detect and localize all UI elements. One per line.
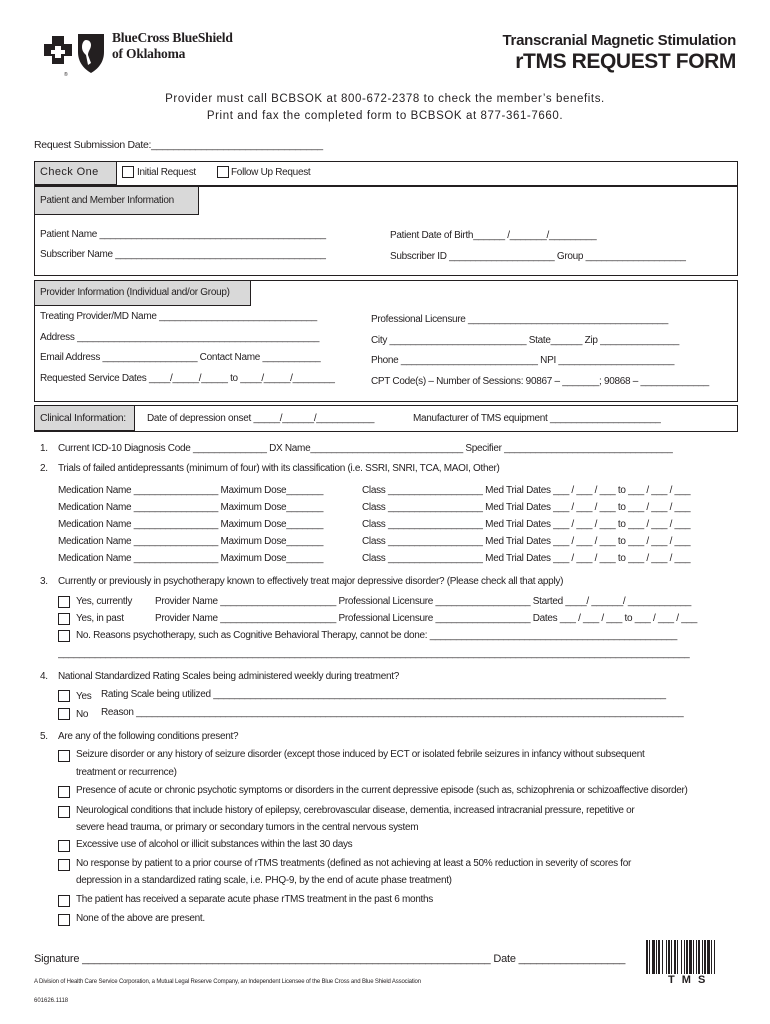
subscriber-id-field[interactable]: Subscriber ID ____________________ Group ___________________: [390, 251, 686, 262]
medication-class-dates-field[interactable]: Class __________________ Med Trial Dates ___ / ___ / ___ to ___ / ___ / ___: [362, 485, 691, 496]
city-state-zip-field[interactable]: City __________________________ State______ Zip _______________: [371, 335, 680, 346]
q1-number: 1.: [40, 443, 48, 454]
requested-dates-field[interactable]: Requested Service Dates ____/_____/_____ to ____/_____/________: [40, 373, 335, 384]
phone-npi-field[interactable]: Phone __________________________ NPI ______________________: [371, 355, 675, 366]
medication-dose-field[interactable]: Medication Name ________________ Maximum Dose_______: [58, 536, 324, 547]
provider-section: [34, 280, 738, 402]
yes-in-past-label: Yes, in past: [76, 613, 124, 624]
q4-number: 4.: [40, 671, 48, 682]
initial-request-label: Initial Request: [137, 167, 196, 178]
address-field[interactable]: Address ______________________________________________: [40, 332, 320, 343]
no-psychotherapy-checkbox[interactable]: [58, 630, 70, 642]
rating-reason-field[interactable]: Reason ________________________________________________________________________________________________________: [101, 707, 684, 718]
condition-seizure-checkbox[interactable]: [58, 750, 70, 762]
svg-text:®: ®: [64, 72, 68, 78]
no-psychotherapy-reason-field[interactable]: No. Reasons psychotherapy, such as Cognitive Behavioral Therapy, cannot be done: _______________________________________________: [76, 630, 677, 641]
cross-shield-icon: [34, 30, 110, 78]
condition-separate-phase-checkbox[interactable]: [58, 895, 70, 907]
rating-scale-field[interactable]: Rating Scale being utilized ______________________________________________________________________________________: [101, 689, 666, 700]
barcode-icon: [646, 940, 742, 974]
medication-class-dates-field[interactable]: Class __________________ Med Trial Dates ___ / ___ / ___ to ___ / ___ / ___: [362, 553, 691, 564]
provider-section-header: Provider Information (Individual and/or Group): [35, 281, 251, 306]
initial-request-checkbox[interactable]: [122, 166, 134, 178]
condition-neurological-label: Neurological conditions that include history of epilepsy, cerebrovascular disease, dementia, increased intracranial pressure, repetitive or: [76, 805, 635, 816]
clinical-section-header: Clinical Information:: [35, 406, 135, 431]
form-subtitle: Transcranial Magnetic Stimulation: [502, 32, 736, 49]
patient-section-header: Patient and Member Information: [35, 187, 199, 215]
condition-no-response-checkbox[interactable]: [58, 859, 70, 871]
barcode-text: T M S: [668, 974, 708, 986]
medication-dose-field[interactable]: Medication Name ________________ Maximum Dose_______: [58, 485, 324, 496]
patient-dob-field[interactable]: Patient Date of Birth______ /_______/_________: [390, 230, 597, 241]
condition-psychotic-label: Presence of acute or chronic psychotic symptoms or disorders in the current depressive episode (such as, schizophrenia or schizoaffective disorder): [76, 785, 688, 796]
instruction-fax: Print and fax the completed form to BCBSOK at 877-361-7660.: [206, 110, 564, 122]
current-provider-fields[interactable]: Provider Name ______________________ Professional Licensure __________________ Started ____/ ______/ ____________: [155, 596, 692, 607]
condition-none-label: None of the above are present.: [76, 913, 205, 924]
barcode: [646, 940, 742, 986]
condition-separate-phase-label: The patient has received a separate acute phase rTMS treatment in the past 6 months: [76, 894, 433, 905]
yes-currently-label: Yes, currently: [76, 596, 133, 607]
medication-class-dates-field[interactable]: Class __________________ Med Trial Dates ___ / ___ / ___ to ___ / ___ / ___: [362, 536, 691, 547]
signature-date-field[interactable]: Signature _____________________________________________________________________ Date __________________: [34, 953, 626, 965]
depression-onset-field[interactable]: Date of depression onset _____/______/___________: [147, 413, 375, 424]
psychotherapy-reason-extra-line[interactable]: ________________________________________________________________________________________________________________________: [58, 648, 690, 659]
medication-class-dates-field[interactable]: Class __________________ Med Trial Dates ___ / ___ / ___ to ___ / ___ / ___: [362, 502, 691, 513]
instruction-call: Provider must call BCBSOK at 800-672-2378 to check the member’s benefits.: [165, 93, 605, 105]
medication-dose-field[interactable]: Medication Name ________________ Maximum Dose_______: [58, 519, 324, 530]
condition-none-checkbox[interactable]: [58, 914, 70, 926]
q1-diagnosis-field[interactable]: Current ICD-10 Diagnosis Code ______________ DX Name_____________________________ Specifier ________________________________: [58, 443, 673, 454]
professional-licensure-field[interactable]: Professional Licensure ______________________________________: [371, 314, 668, 325]
q4-text: National Standardized Rating Scales being administered weekly during treatment?: [58, 671, 399, 682]
condition-seizure-label-cont: treatment or recurrence): [76, 767, 177, 778]
condition-seizure-label: Seizure disorder or any history of seizure disorder (except those induced by ECT or isolated febrile seizures in infancy without subsequent: [76, 749, 645, 760]
condition-no-response-label: No response by patient to a prior course of rTMS treatments (defined as not achieving at least a 50% reduction in severity of scores for: [76, 858, 632, 869]
condition-neurological-label-cont: severe head trauma, or primary or secondary tumors in the central nervous system: [76, 822, 419, 833]
form-code: 601626.1118: [34, 998, 69, 1004]
check-one-row: [34, 161, 738, 186]
condition-no-response-label-cont: depression in a standardized rating scale, i.e. PHQ-9, by the end of acute phase treatment): [76, 875, 452, 886]
q5-number: 5.: [40, 731, 48, 742]
q3-number: 3.: [40, 576, 48, 587]
treating-provider-field[interactable]: Treating Provider/MD Name ______________________________: [40, 311, 317, 322]
yes-in-past-checkbox[interactable]: [58, 613, 70, 625]
brand-name: BlueCross BlueShield of Oklahoma: [112, 30, 233, 61]
manufacturer-field[interactable]: Manufacturer of TMS equipment _____________________: [413, 413, 661, 424]
condition-neurological-checkbox[interactable]: [58, 806, 70, 818]
medication-class-dates-field[interactable]: Class __________________ Med Trial Dates ___ / ___ / ___ to ___ / ___ / ___: [362, 519, 691, 530]
follow-up-request-label: Follow Up Request: [231, 167, 311, 178]
patient-section: [34, 186, 738, 276]
patient-name-field[interactable]: Patient Name ___________________________________________: [40, 229, 326, 240]
follow-up-request-checkbox[interactable]: [217, 166, 229, 178]
yes-currently-checkbox[interactable]: [58, 596, 70, 608]
condition-substance-label: Excessive use of alcohol or illicit substances within the last 30 days: [76, 839, 353, 850]
past-provider-fields[interactable]: Provider Name ______________________ Professional Licensure __________________ Dates ___ / ___ / ___ to ___ / ___ / ___: [155, 613, 697, 624]
condition-substance-checkbox[interactable]: [58, 840, 70, 852]
q2-text: Trials of failed antidepressants (minimum of four) with its classification (i.e. SSRI, SNRI, TCA, MAOI, Other): [58, 463, 500, 474]
email-contact-field[interactable]: Email Address __________________ Contact Name ___________: [40, 352, 321, 363]
rating-yes-label: Yes: [76, 691, 92, 702]
rating-no-label: No: [76, 709, 89, 720]
condition-psychotic-checkbox[interactable]: [58, 786, 70, 798]
form-title: rTMS REQUEST FORM: [515, 50, 736, 73]
subscriber-name-field[interactable]: Subscriber Name ________________________________________: [40, 249, 326, 260]
clinical-section: [34, 405, 738, 432]
medication-dose-field[interactable]: Medication Name ________________ Maximum Dose_______: [58, 553, 324, 564]
medication-dose-field[interactable]: Medication Name ________________ Maximum Dose_______: [58, 502, 324, 513]
rating-yes-checkbox[interactable]: [58, 690, 70, 702]
q2-number: 2.: [40, 463, 48, 474]
rating-no-checkbox[interactable]: [58, 708, 70, 720]
request-date-field[interactable]: Request Submission Date:_______________________________: [34, 139, 323, 151]
q3-text: Currently or previously in psychotherapy known to effectively treat major depressive disorder? (Please check all that apply): [58, 576, 564, 587]
check-one-label: Check One: [35, 162, 117, 185]
q5-text: Are any of the following conditions present?: [58, 731, 239, 742]
cpt-codes-field[interactable]: CPT Code(s) – Number of Sessions: 90867 – _______; 90868 – _____________: [371, 376, 709, 387]
footer-disclaimer: A Division of Health Care Service Corporation, a Mutual Legal Reserve Company, an Independent Licensee of the Blue Cross and Blue Shield Association: [34, 979, 421, 985]
